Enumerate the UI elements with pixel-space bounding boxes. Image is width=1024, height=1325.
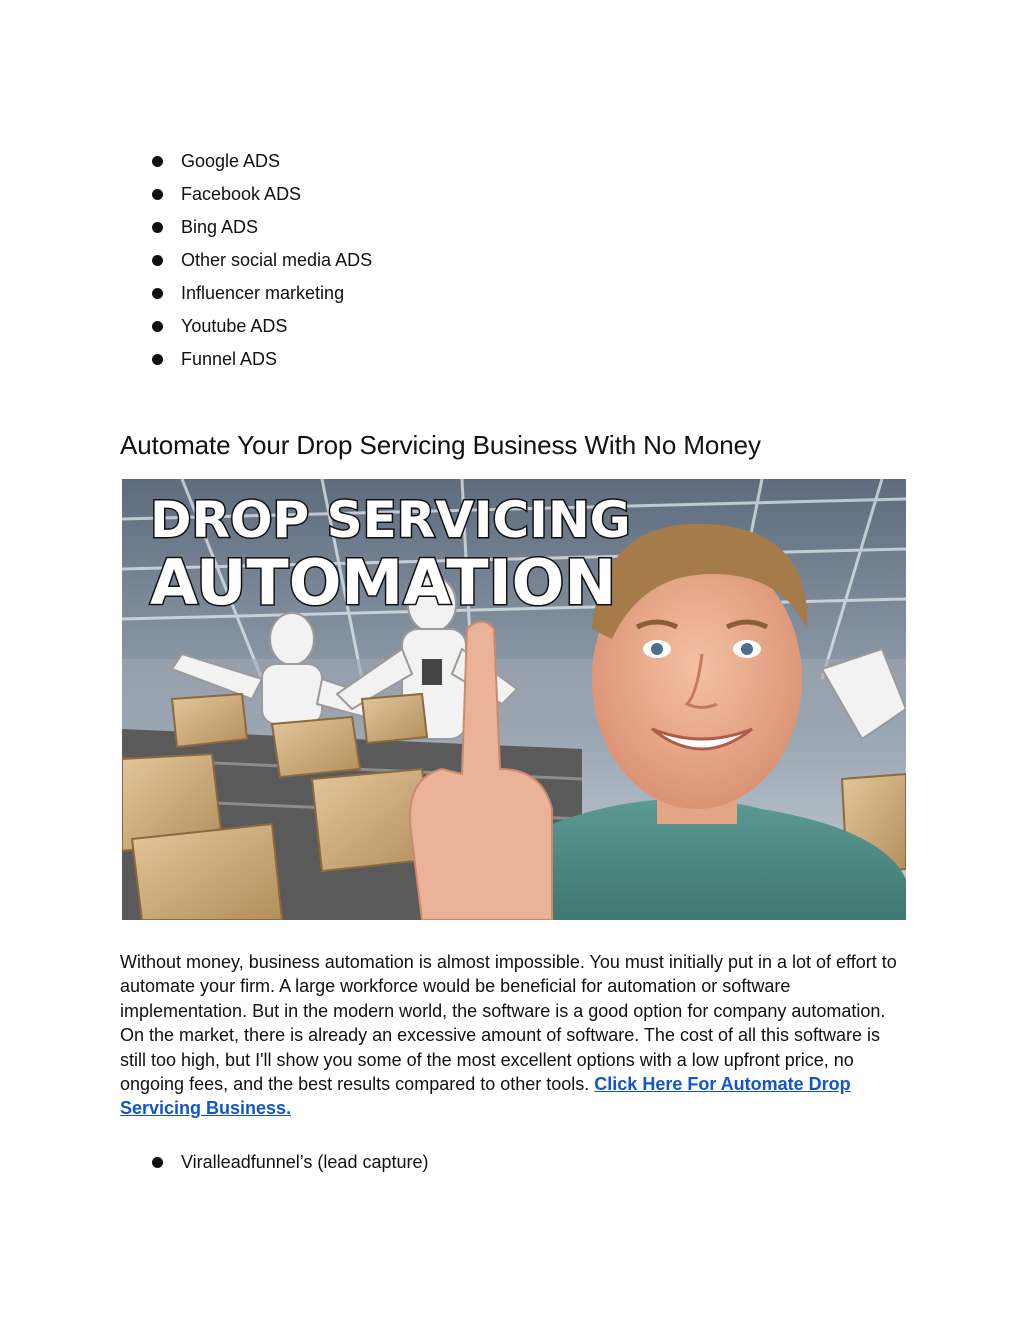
bullet-icon	[152, 321, 163, 332]
list-item	[120, 211, 372, 244]
list-item	[120, 343, 372, 376]
bullet-icon	[152, 255, 163, 266]
hero-headline-line2: AUTOMATION	[150, 546, 617, 619]
hero-headline-line1: DROP SERVICING	[150, 491, 631, 549]
bullet-icon	[152, 1157, 163, 1168]
list-item-label: Google ADS	[181, 151, 281, 171]
bullet-icon	[152, 189, 163, 200]
ad-channels-list	[120, 145, 372, 376]
drop-servicing-automation-image	[122, 479, 906, 920]
list-item-label: Influencer marketing	[181, 283, 345, 303]
bullet-icon	[152, 354, 163, 365]
automation-tools-list	[120, 1146, 429, 1179]
bullet-icon	[152, 288, 163, 299]
automate-drop-servicing-link[interactable]: Click Here For Automate Drop Servicing Business.	[120, 1074, 851, 1119]
bullet-icon	[152, 222, 163, 233]
list-item	[120, 1146, 429, 1179]
list-item	[120, 145, 372, 178]
list-item-label: Facebook ADS	[181, 184, 302, 204]
list-item	[120, 178, 372, 211]
body-paragraph	[120, 950, 910, 1121]
list-item-label: Funnel ADS	[181, 349, 278, 369]
paragraph-text: Without money, business automation is almost impossible. You must initially put in a lot of effort to automate your firm. A large workforce would be beneficial for automation or software implementation. But in the modern world, the software is a good option for company automation. On the market, there is already an excessive amount of software. The cost of all this software is still too high, but I'll show you some of the most excellent options with a low upfront price, no ongoing fees, and the best results compared to other tools.	[120, 952, 897, 1095]
section-heading: Automate Your Drop Servicing Business With No Money	[120, 430, 761, 460]
list-item-label: Youtube ADS	[181, 316, 288, 336]
list-item	[120, 244, 372, 277]
list-item-label: Viralleadfunnel’s (lead capture)	[181, 1152, 429, 1172]
list-item	[120, 277, 372, 310]
list-item	[120, 310, 372, 343]
bullet-icon	[152, 156, 163, 167]
list-item-label: Other social media ADS	[181, 250, 373, 270]
list-item-label: Bing ADS	[181, 217, 259, 237]
